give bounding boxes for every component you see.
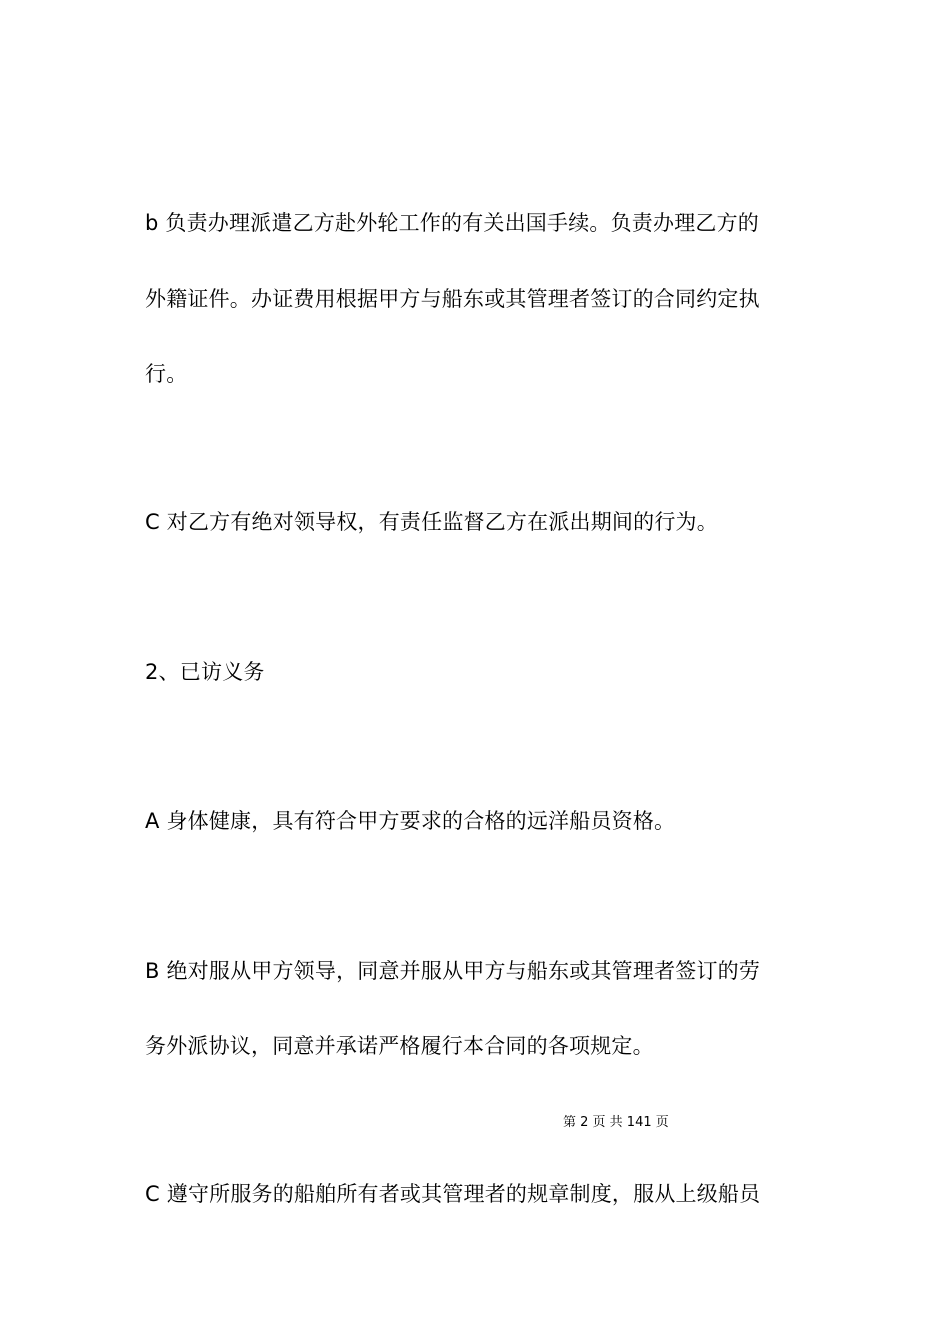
paragraph-C2-line-1: C 遵守所服务的船舶所有者或其管理者的规章制度，服从上级船员 [145,1182,761,1206]
paragraph-c-line-1: C 对乙方有绝对领导权，有责任监督乙方在派出期间的行为。 [145,510,718,534]
section-heading-2: 2、已访义务 [145,660,265,684]
paragraph-b-line-2: 外籍证件。办证费用根据甲方与船东或其管理者签订的合同约定执 [145,287,760,311]
paragraph-b-line-3: 行。 [145,362,188,386]
page-footer: 第 2 页 共 141 页 [563,1115,669,1130]
paragraph-b-line-1: b 负责办理派遣乙方赴外轮工作的有关出国手续。负责办理乙方的 [145,211,760,235]
paragraph-B-line-1: B 绝对服从甲方领导，同意并服从甲方与船东或其管理者签订的劳 [145,959,761,983]
paragraph-A-line-1: A 身体健康，具有符合甲方要求的合格的远洋船员资格。 [145,809,676,833]
paragraph-B-line-2: 务外派协议，同意并承诺严格履行本合同的各项规定。 [145,1034,654,1058]
